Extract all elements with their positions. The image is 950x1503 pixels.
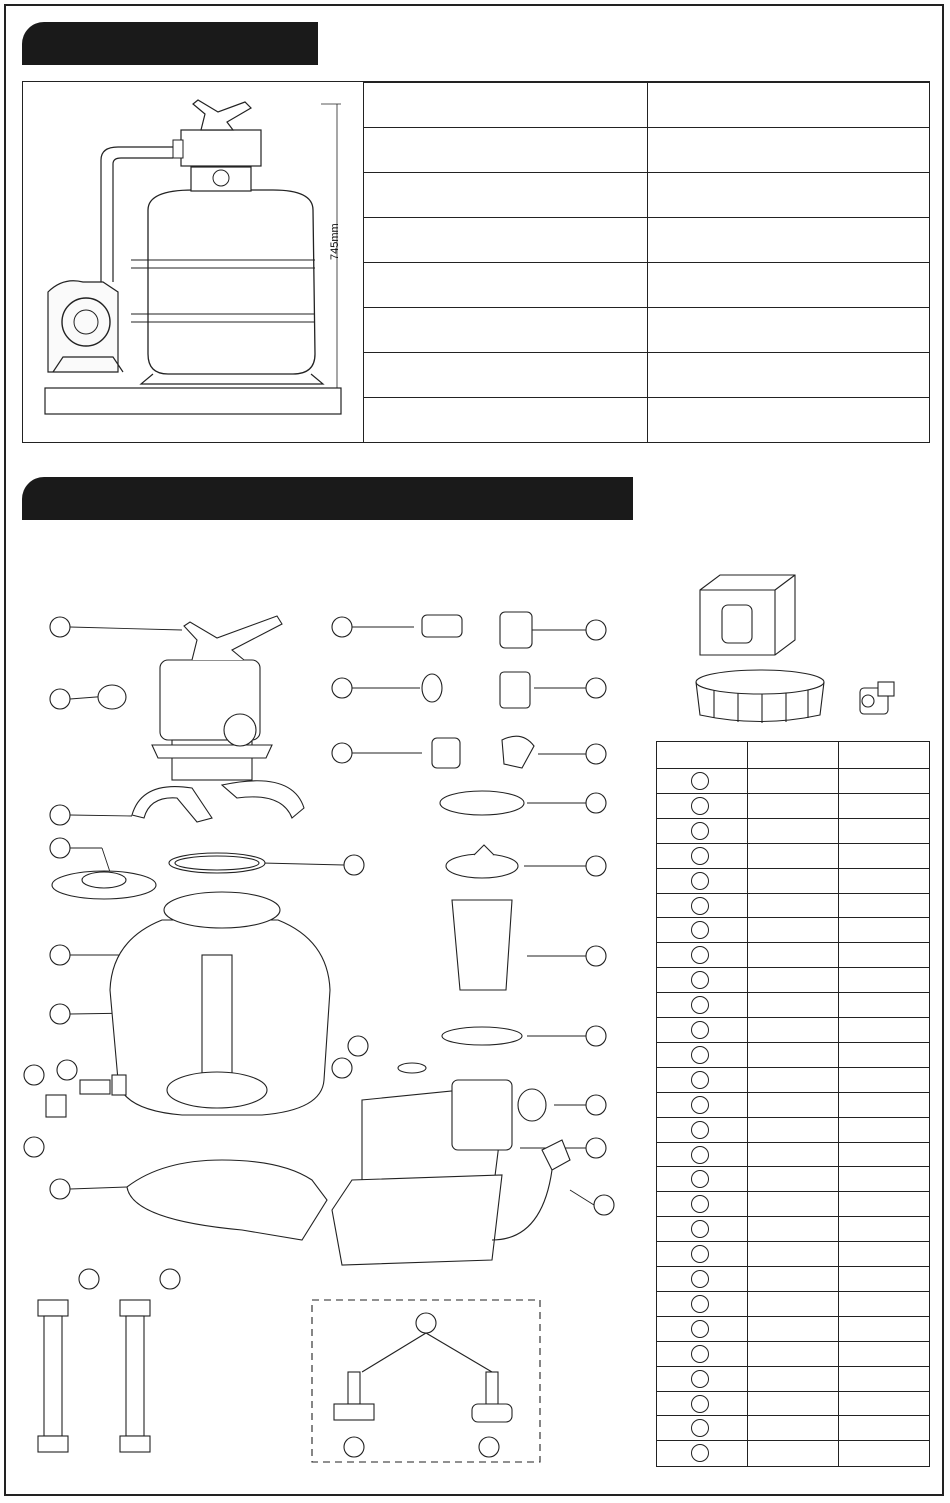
parts-table-row — [657, 992, 929, 1017]
part-number-circle-icon — [691, 946, 709, 964]
parts-table-row — [657, 1440, 929, 1465]
part-number-circle-icon — [691, 1345, 709, 1363]
specification-panel — [22, 81, 930, 443]
filter-pump-icon — [23, 82, 363, 442]
part-number-circle-icon — [691, 1121, 709, 1139]
part-number-circle-icon — [691, 1220, 709, 1238]
included-accessories — [690, 570, 930, 730]
parts-table-row — [657, 1341, 929, 1366]
parts-table-row — [657, 1366, 929, 1391]
part-number-circle-icon — [691, 1046, 709, 1064]
spec-row — [364, 262, 930, 308]
spec-row — [364, 172, 930, 218]
part-number-circle-icon — [691, 1146, 709, 1164]
parts-table-row — [657, 1316, 929, 1341]
parts-table-row — [657, 793, 929, 818]
part-number-circle-icon — [691, 872, 709, 890]
part-number-circle-icon — [691, 1245, 709, 1263]
parts-table-row — [657, 1266, 929, 1291]
section-banner-parts — [22, 477, 633, 520]
spec-row — [364, 82, 930, 128]
parts-table-row — [657, 1067, 929, 1092]
part-number-circle-icon — [691, 1320, 709, 1338]
hose-adapter-icon — [860, 682, 894, 714]
part-number-circle-icon — [691, 1370, 709, 1388]
exploded-parts-diagram — [22, 560, 642, 1480]
parts-table-row — [657, 967, 929, 992]
part-number-circle-icon — [691, 996, 709, 1014]
parts-table-row — [657, 1241, 929, 1266]
parts-table-header — [657, 742, 929, 768]
height-dimension-label: 745mm — [329, 223, 341, 260]
parts-table-row — [657, 818, 929, 843]
parts-table-row — [657, 893, 929, 918]
parts-table-row — [657, 1092, 929, 1117]
part-number-circle-icon — [691, 1071, 709, 1089]
parts-table-row — [657, 1216, 929, 1241]
parts-table-row — [657, 1042, 929, 1067]
part-number-circle-icon — [691, 1295, 709, 1313]
parts-table-row — [657, 1291, 929, 1316]
part-number-circle-icon — [691, 971, 709, 989]
part-number-circle-icon — [691, 1444, 709, 1462]
parts-table-row — [657, 1117, 929, 1142]
parts-table-row — [657, 1166, 929, 1191]
part-number-circle-icon — [691, 1419, 709, 1437]
part-number-circle-icon — [691, 1170, 709, 1188]
parts-table-row — [657, 1142, 929, 1167]
part-number-circle-icon — [691, 822, 709, 840]
parts-table-row — [657, 917, 929, 942]
part-number-circle-icon — [691, 797, 709, 815]
part-number-circle-icon — [691, 1395, 709, 1413]
parts-table-row — [657, 942, 929, 967]
part-number-circle-icon — [691, 847, 709, 865]
parts-table-row — [657, 1191, 929, 1216]
parts-table-row — [657, 1415, 929, 1440]
frame-pool-icon — [696, 670, 824, 723]
parts-illustration — [22, 560, 642, 1480]
product-box-icon — [700, 575, 795, 655]
spec-row — [364, 352, 930, 398]
section-banner-specifications — [22, 22, 318, 65]
part-number-circle-icon — [691, 1270, 709, 1288]
part-number-circle-icon — [691, 921, 709, 939]
spec-row — [364, 307, 930, 353]
part-number-circle-icon — [691, 772, 709, 790]
parts-table-row — [657, 768, 929, 793]
part-number-circle-icon — [691, 1021, 709, 1039]
accessory-icons — [690, 570, 930, 730]
part-number-circle-icon — [691, 897, 709, 915]
parts-list-table — [656, 741, 930, 1467]
spec-row — [364, 397, 930, 443]
parts-table-row — [657, 843, 929, 868]
spec-row — [364, 217, 930, 263]
sand-filter-diagram — [23, 82, 363, 442]
part-number-circle-icon — [691, 1195, 709, 1213]
specification-table — [363, 82, 930, 442]
parts-table-row — [657, 1017, 929, 1042]
part-number-circle-icon — [691, 1096, 709, 1114]
parts-table-row — [657, 868, 929, 893]
parts-table-row — [657, 1391, 929, 1416]
spec-row — [364, 127, 930, 173]
